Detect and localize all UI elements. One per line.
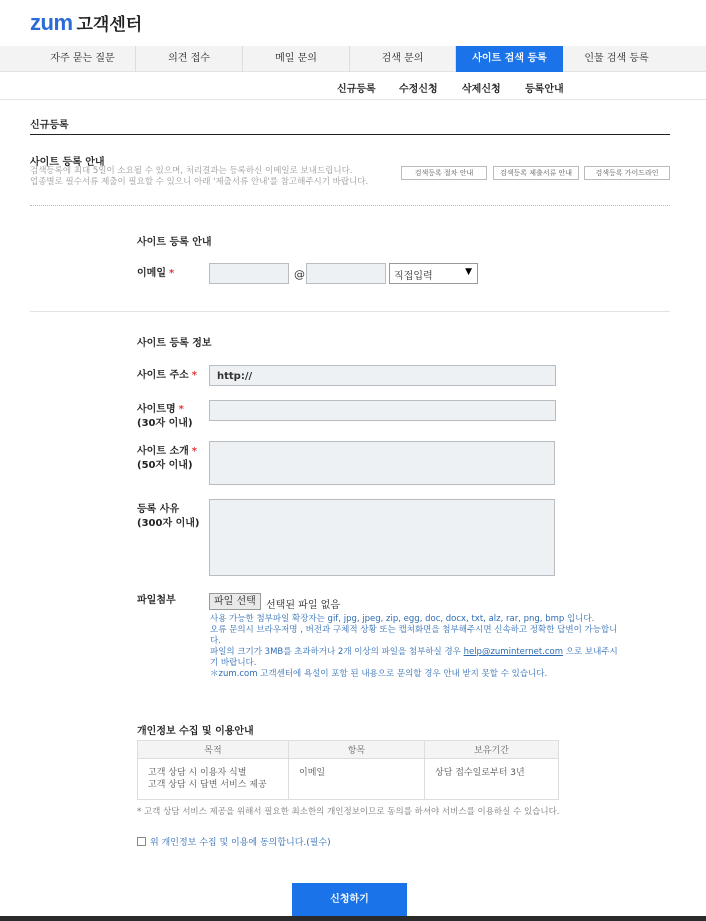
site-intro-hint: (50자 이내) <box>137 460 193 471</box>
logo-suffix: 고객센터 <box>76 15 143 35</box>
agree-checkbox[interactable] <box>137 837 146 846</box>
header-item: 항목 <box>289 741 425 759</box>
email-domain-select[interactable] <box>389 263 478 284</box>
site-intro-textarea[interactable] <box>209 441 555 485</box>
subnav-guide[interactable]: 등록안내 <box>525 84 564 95</box>
privacy-table-header <box>138 741 559 759</box>
header-purpose: 목적 <box>138 741 289 759</box>
page-title: 신규등록 <box>30 120 69 131</box>
tab-site-search-register[interactable]: 사이트 검색 등록 <box>456 46 563 72</box>
tab-person-search-register[interactable]: 인물 검색 등록 <box>584 53 649 64</box>
help-email-link[interactable]: help@zuminternet.com <box>463 647 564 657</box>
procedure-guide-button[interactable]: 검색등록 절차 안내 <box>401 166 487 180</box>
site-name-input[interactable] <box>209 400 556 421</box>
cell-purpose <box>138 759 289 800</box>
site-name-hint: (30자 이내) <box>137 418 193 429</box>
zum-logo[interactable] <box>30 10 142 36</box>
documents-guide-button[interactable]: 검색등록 제출서류 안내 <box>493 166 579 180</box>
title-divider <box>30 134 670 135</box>
site-info-title: 사이트 등록 정보 <box>137 338 212 349</box>
guide-title: 사이트 등록 안내 <box>30 157 105 168</box>
site-url-input[interactable]: http:// <box>209 365 556 386</box>
guide-divider <box>30 205 670 206</box>
logo-zum: zum <box>30 10 73 35</box>
reason-label-text: 등록 사유 <box>137 504 180 515</box>
table-row <box>138 759 559 800</box>
tab-mail-inquiry[interactable]: 메일 문의 <box>243 46 350 72</box>
email-domain-select-value: 직접입력 <box>394 271 433 282</box>
email-domain-input[interactable] <box>306 263 386 284</box>
file-note-extensions: 사용 가능한 첨부파일 확장자는 gif, jpg, jpeg, zip, egg, doc, docx, txt, alz, rar, png, bmp 입니다. <box>210 614 595 624</box>
email-section-title: 사이트 등록 안내 <box>137 237 212 248</box>
subnav-delete[interactable]: 삭제신청 <box>462 84 501 95</box>
section-divider <box>30 311 670 312</box>
reason-textarea[interactable] <box>209 499 555 576</box>
email-label-text: 이메일 <box>137 268 166 279</box>
bottom-bar <box>0 916 706 921</box>
privacy-agree[interactable] <box>137 835 331 848</box>
site-url-label-text: 사이트 주소 <box>137 370 189 381</box>
reason-label <box>137 503 199 531</box>
file-note-size-a: 파일의 크기가 3MB를 초과하거나 2개 이상의 파일을 첨부하실 경우 <box>210 647 464 657</box>
site-url-label <box>137 369 197 383</box>
email-label <box>137 267 174 281</box>
privacy-title: 개인정보 수집 및 이용안내 <box>137 726 254 737</box>
cell-item: 이메일 <box>289 759 425 800</box>
sub-nav <box>0 72 706 100</box>
file-note-size <box>210 647 620 669</box>
guide-desc-line1: 검색등록에 최대 5일이 소요될 수 있으며, 처리결과는 등록하신 이메일로 보내드립니다. <box>30 166 353 176</box>
tab-search-inquiry[interactable]: 검색 문의 <box>350 46 456 72</box>
site-intro-label <box>137 445 197 473</box>
required-mark: * <box>168 268 175 279</box>
reason-hint: (300자 이내) <box>137 518 200 529</box>
subnav-new[interactable]: 신규등록 <box>337 84 376 95</box>
tab-feedback[interactable]: 의견 접수 <box>136 46 243 72</box>
site-name-label <box>137 403 193 431</box>
required-mark: * <box>191 370 198 381</box>
file-label: 파일첨부 <box>137 595 176 606</box>
purpose-line2: 고객 상담 시 답변 서비스 제공 <box>148 780 267 790</box>
at-symbol: @ <box>294 268 305 281</box>
header-period: 보유기간 <box>425 741 559 759</box>
main-nav <box>0 46 706 72</box>
file-status: 선택된 파일 없음 <box>266 600 340 611</box>
file-note-abuse: ＊zum.com 고객센터에 욕설이 포함 된 내용으로 문의할 경우 안내 받지 못할 수 있습니다. <box>210 669 548 679</box>
subnav-edit[interactable]: 수정신청 <box>399 84 438 95</box>
agree-label[interactable]: 위 개인정보 수집 및 이용에 동의합니다.(필수) <box>150 838 331 848</box>
file-notes <box>210 614 620 680</box>
file-note-size-b: 으로 보내주시기 바랍니다. <box>210 647 618 668</box>
file-select-button[interactable]: 파일 선택 <box>209 593 261 610</box>
required-mark: * <box>191 446 198 457</box>
cell-period: 상담 접수일로부터 3년 <box>425 759 559 800</box>
tab-faq[interactable]: 자주 묻는 질문 <box>30 46 136 72</box>
privacy-note: * 고객 상담 서비스 제공을 위해서 필요한 최소한의 개인정보이므로 동의를 하셔야 서비스를 이용하실 수 있습니다. <box>137 807 560 817</box>
file-note-error: 오류 문의시 브라우저명 , 버전과 구체적 상황 또는 캡쳐화면을 첨부해주시면 신속하고 정확한 답변이 가능합니다. <box>210 625 618 646</box>
chevron-down-icon: ▼ <box>465 267 472 277</box>
submit-button[interactable]: 신청하기 <box>292 883 407 916</box>
required-mark: * <box>178 404 184 415</box>
site-intro-label-text: 사이트 소개 <box>137 446 189 457</box>
guide-desc-line2: 업종별로 필수서류 제출이 필요할 수 있으니 아래 '제출서류 안내'를 참고해주시기 바랍니다. <box>30 177 369 187</box>
site-name-label-text: 사이트명 <box>137 404 176 415</box>
guideline-button[interactable]: 검색등록 가이드라인 <box>584 166 670 180</box>
guide-description <box>30 166 410 188</box>
header <box>0 0 706 46</box>
purpose-line1: 고객 상담 시 이용자 식별 <box>148 768 247 778</box>
privacy-table <box>137 740 559 800</box>
email-id-input[interactable] <box>209 263 289 284</box>
